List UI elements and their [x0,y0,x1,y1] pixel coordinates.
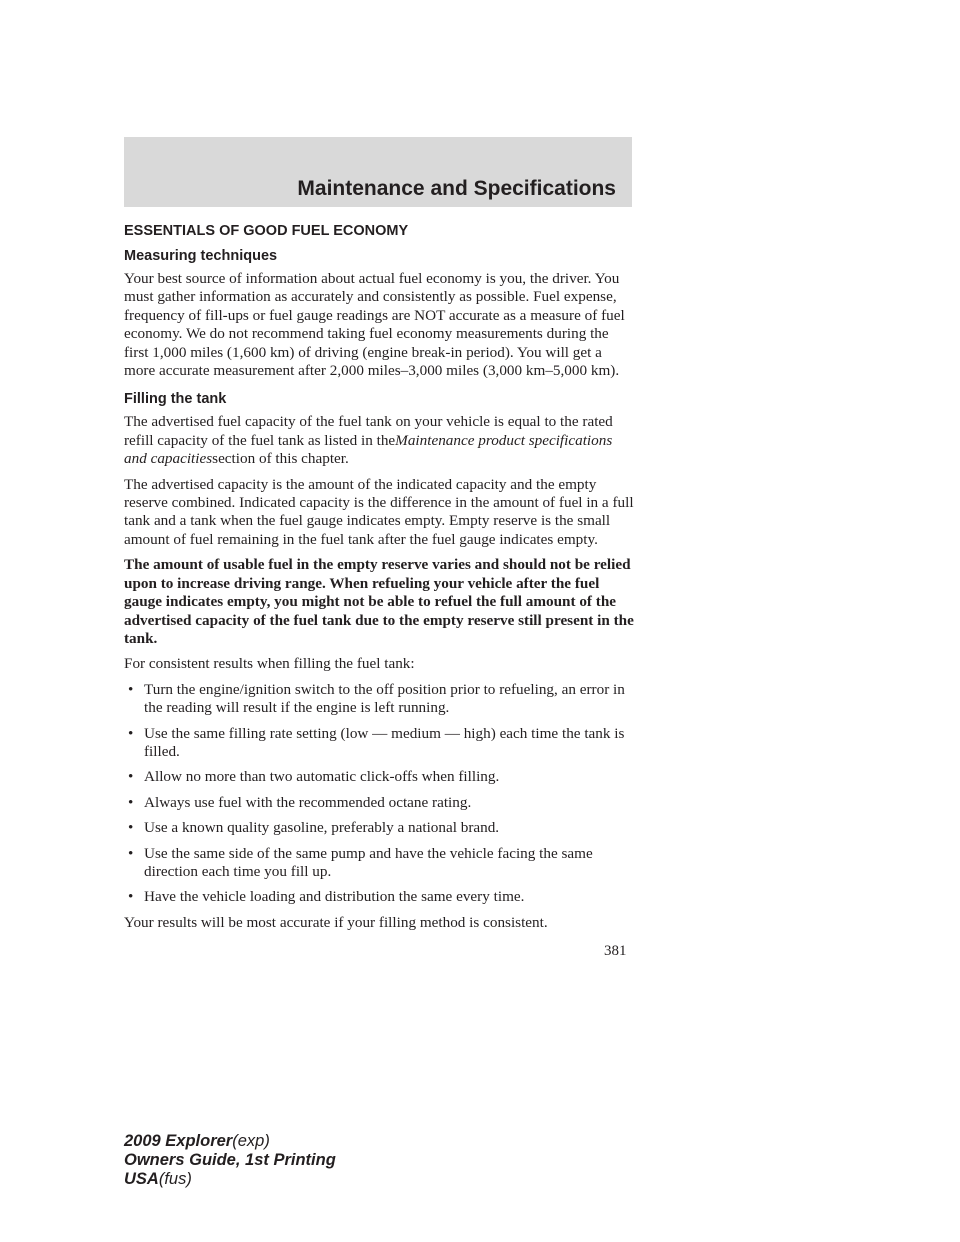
section-title: Maintenance and Specifications [297,177,616,200]
empty-reserve-warning: The amount of usable fuel in the empty reserve varies and should not be relied upon to increase driving range. When refueling your vehicle after the fuel gauge indicates empty, you might not be able to refuel the full amount of the advertised capacity of the fuel tank due to the empty reserve still present in the tank. [124,556,634,647]
capacity-reference: Maintenance product specifications and capacities [124,431,613,468]
footer-market-code: (fus) [158,1170,192,1188]
closing-paragraph: Your results will be most accurate if your filling method is consistent. [124,913,548,931]
list-item: • Use the same side of the same pump and have the vehicle facing the same direction each time you fill up. [128,844,593,880]
footer-market: USA [124,1170,159,1188]
document-footer [124,1132,336,1189]
page-content [124,222,636,939]
bullet-icon: • [128,819,134,837]
filling-heading: Filling the tank [124,391,227,408]
list-item: • Turn the engine/ignition switch to the off position prior to refueling, an error in the reading will result if the engine is left running. [128,680,625,717]
bullet-icon: • [128,793,134,811]
filling-intro: For consistent results when filling the fuel tank: [124,655,415,673]
capacity-text-before: The advertised fuel capacity of the fuel tank on your vehicle is equal to the rated refill capacity of the fuel tank as listed in the [124,413,613,449]
footer-line-3 [124,1170,336,1189]
capacity-text-after: section of this chapter. [212,450,349,468]
list-item: • Use a known quality gasoline, preferably a national brand. [128,819,500,837]
bullet-icon: • [128,844,134,862]
list-item: • Use the same filling rate setting (low — medium — high) each time the tank is filled. [128,724,625,760]
measuring-paragraph: Your best source of information about actual fuel economy is you, the driver. You must gather information as accurately and consistently as possible. Fuel expense, frequency of fill-ups or fuel gauge readings are NOT accurate as a measure of fuel economy. We do not recommend taking fuel economy measurements during the first 1,000 miles (1,600 km) of driving (engine break-in period). You will get a more accurate measurement after 2,000 miles–3,000 miles (3,000 km–5,000 km). [124,270,625,380]
footer-line-1 [124,1132,336,1151]
page-number: 381 [604,943,627,959]
bullet-icon: • [128,888,134,906]
advertised-capacity-paragraph: The advertised capacity is the amount of the indicated capacity and the empty reserve combined. Indicated capacity is the difference in the amount of fuel in a full tank and a tank when the fuel gauge indicates empty. Empty reserve is the small amount of fuel remaining in the fuel tank after the fuel gauge indicates empty. [124,475,634,548]
footer-model: 2009 Explorer [124,1132,233,1150]
measuring-heading: Measuring techniques [124,248,278,264]
bullet-icon: • [128,680,134,698]
footer-line-2: Owners Guide, 1st Printing [124,1151,336,1169]
list-item: • Allow no more than two automatic click-offs when filling. [128,768,500,786]
footer-model-code: (exp) [232,1132,270,1150]
section-header-band [124,137,632,207]
main-heading: ESSENTIALS OF GOOD FUEL ECONOMY [124,223,409,239]
list-item: • Always use fuel with the recommended octane rating. [128,793,472,811]
list-item: • Have the vehicle loading and distribution the same every time. [128,888,525,906]
filling-tips-list [124,681,636,907]
bullet-icon: • [128,724,134,742]
bullet-icon: • [128,768,134,786]
capacity-paragraph [124,413,636,468]
